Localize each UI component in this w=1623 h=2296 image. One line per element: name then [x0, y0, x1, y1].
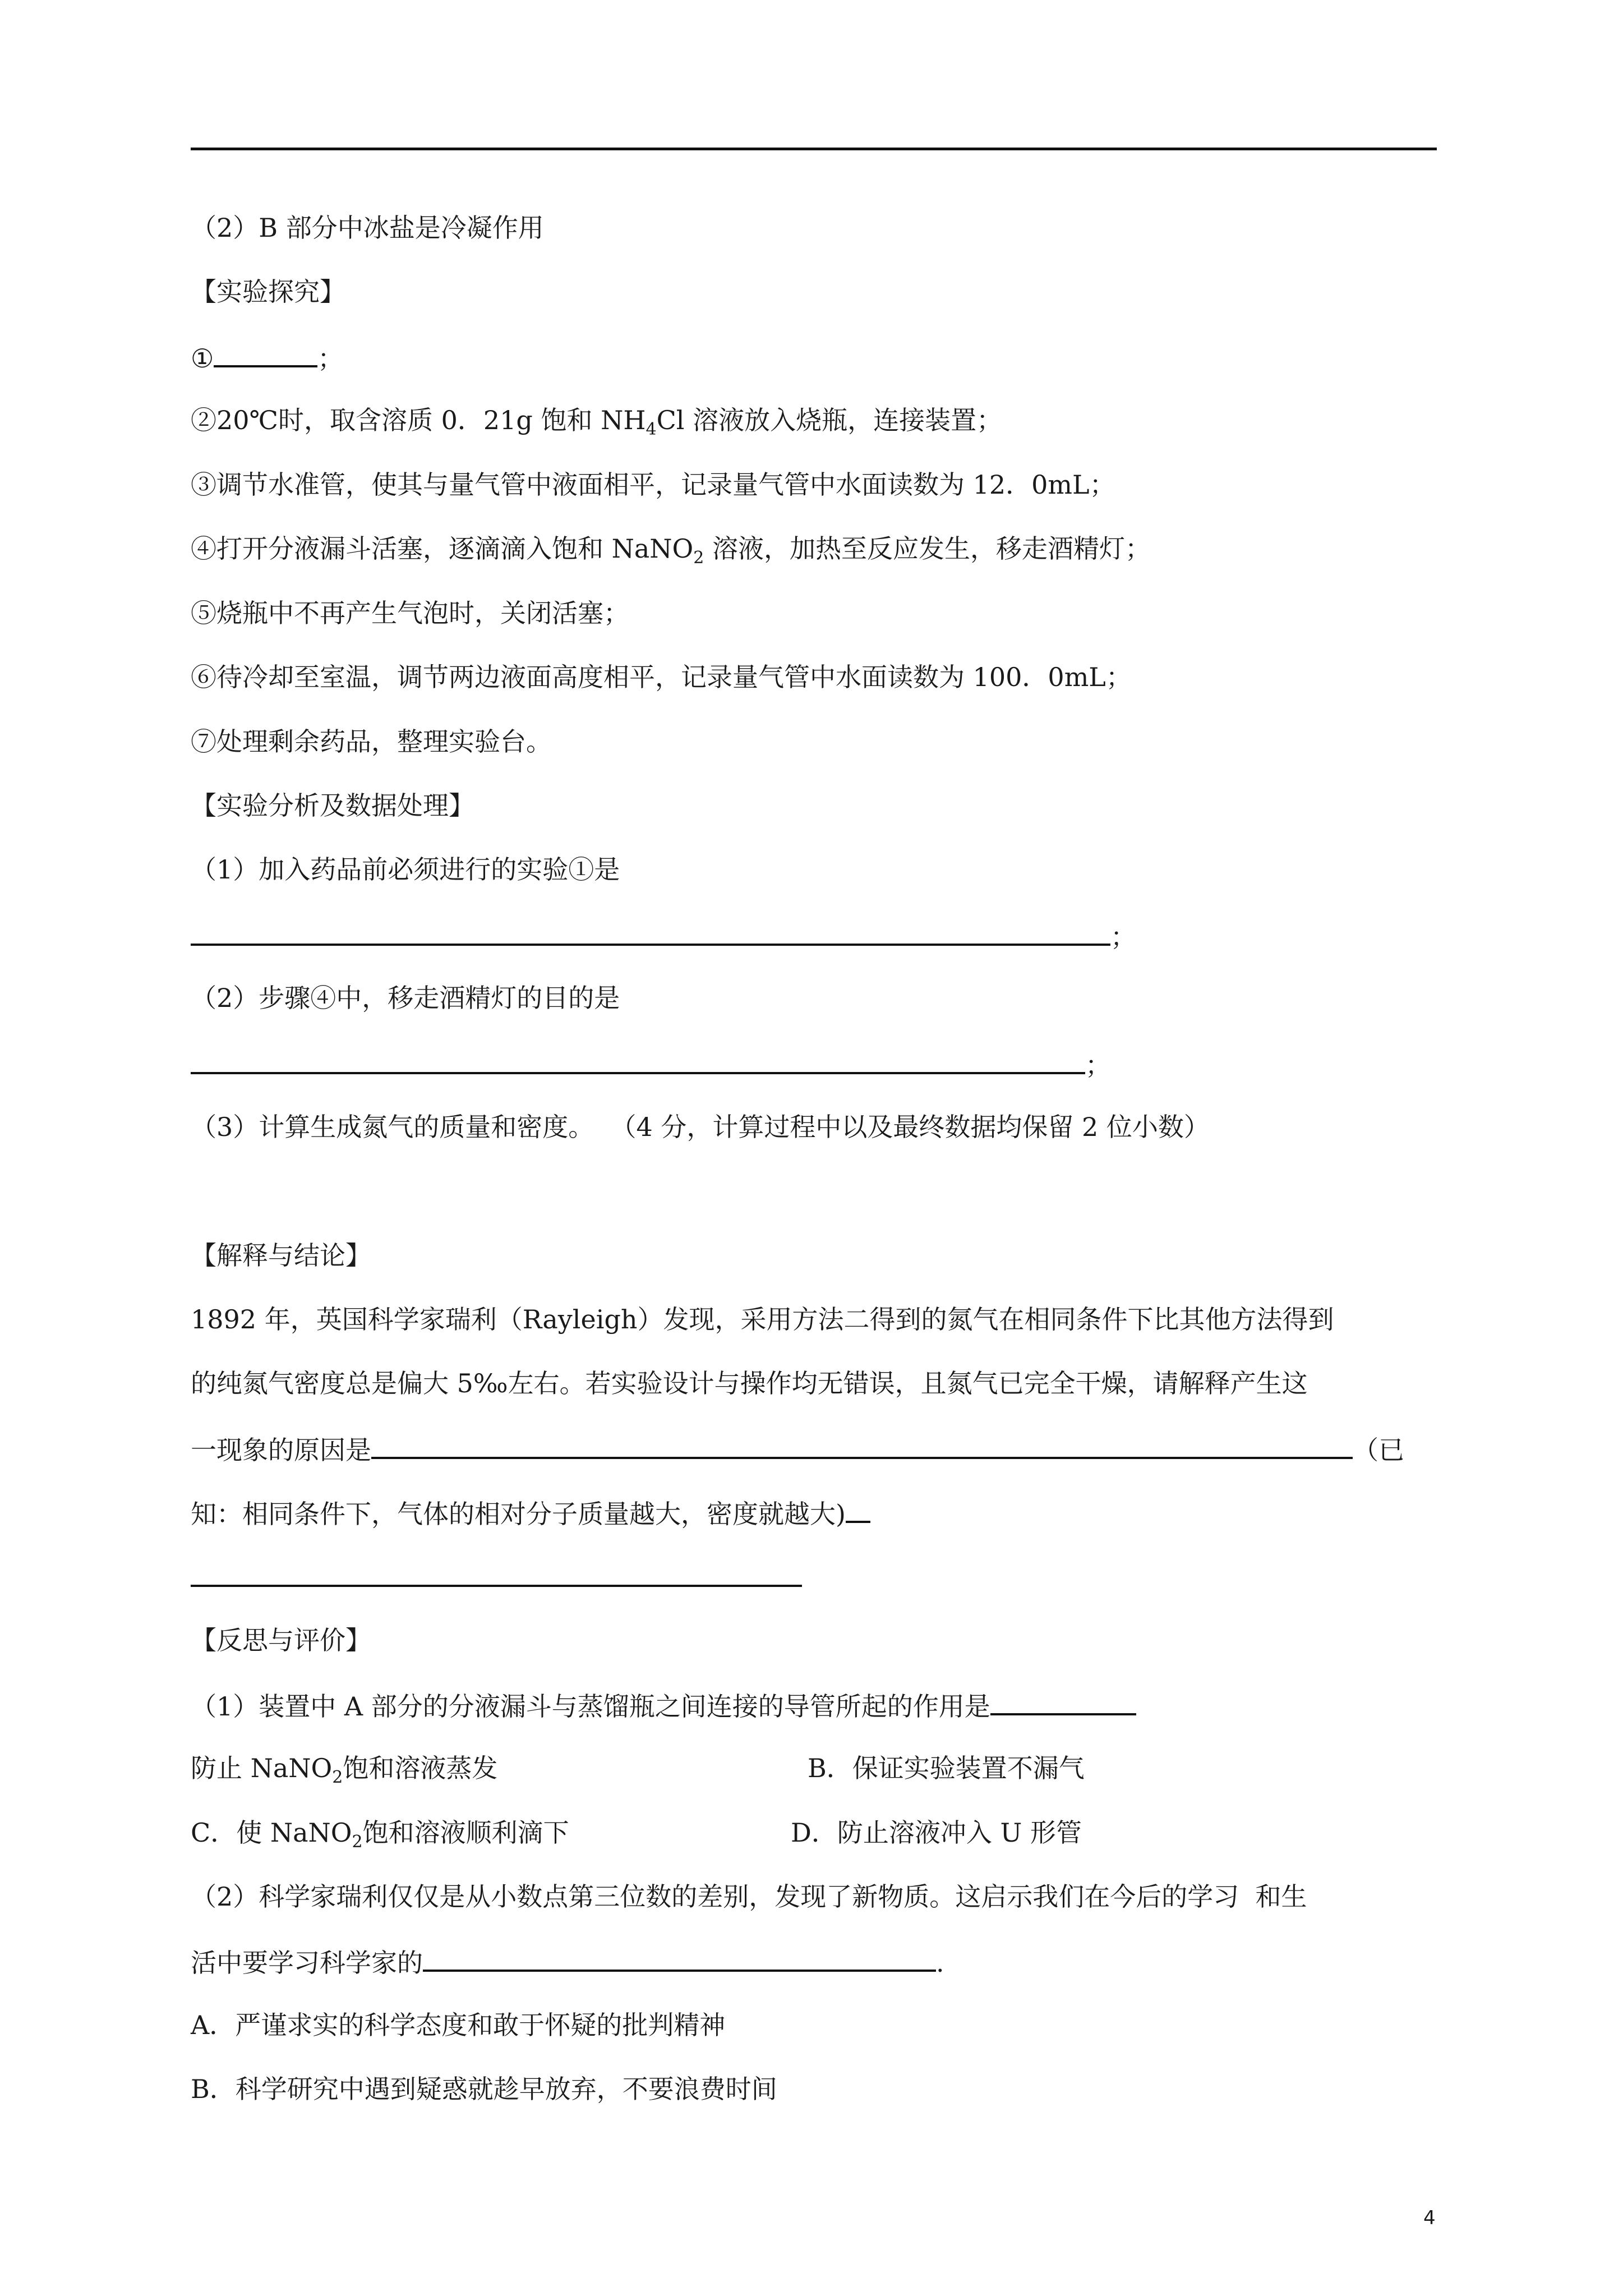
- step-5: ⑤烧瓶中不再产生气泡时，关闭活塞；: [191, 598, 629, 628]
- step-4-text-b: 溶液，加热至反应发生，移走酒精灯；: [704, 533, 1151, 564]
- blank-reflection-1[interactable]: [990, 1687, 1136, 1715]
- question-2: （2）步骤④中，移走酒精灯的目的是: [191, 983, 620, 1013]
- step-1: [191, 339, 343, 375]
- reflection-question-1: [191, 1687, 1136, 1723]
- step-2-subscript: 4: [645, 420, 657, 439]
- reflection-question-2: （2）科学家瑞利仅仅是从小数点第三位数的差别，发现了新物质。这启示我们在今后的学习 和生: [191, 1881, 1307, 1912]
- step-4: [191, 532, 1151, 568]
- option-c-text-a: C．使 NaNO: [191, 1818, 352, 1848]
- option-a-text-b: 饱和溶液蒸发: [343, 1753, 498, 1783]
- conclusion-line-2: 的纯氮气密度总是偏大 5‰左右。若实验设计与操作均无错误，且氮气已完全干燥，请解释产生这: [191, 1368, 1308, 1398]
- question-3: （3）计算生成氮气的质量和密度。 （4 分，计算过程中以及最终数据均保留 2 位小数）: [191, 1112, 1210, 1142]
- section-heading-reflection: 【反思与评价】: [191, 1625, 371, 1655]
- option-c: [191, 1816, 569, 1852]
- reflection-question-2-text: 活中要学习科学家的: [191, 1948, 423, 1978]
- step-2-text-a: ②20℃时，取含溶质 0．21g 饱和 NH: [191, 405, 646, 435]
- option-c-text-b: 饱和溶液顺利滴下: [362, 1818, 569, 1848]
- text-line-1: （2）B 部分中冰盐是冷凝作用: [191, 213, 544, 243]
- reflection-question-1-text: （1）装置中 A 部分的分液漏斗与蒸馏瓶之间连接的导管所起的作用是: [191, 1691, 990, 1722]
- reflection-question-2-cont: [191, 1944, 944, 1980]
- step-4-text-a: ④打开分液漏斗活塞，逐滴滴入饱和 NaNO: [191, 533, 694, 564]
- option-d: D．防止溶液冲入 U 形管: [791, 1818, 1082, 1848]
- blank-answer-1[interactable]: [191, 918, 1110, 946]
- step-6: ⑥待冷却至室温，调节两边液面高度相平，记录量气管中水面读数为 100．0mL；: [191, 662, 1132, 692]
- section-heading-conclusion: 【解释与结论】: [191, 1240, 371, 1271]
- choice-a: A．严谨求实的科学态度和敢于怀疑的批判精神: [191, 2010, 726, 2040]
- answer-2-end: ；: [1085, 1050, 1111, 1080]
- header-rule: [191, 148, 1437, 150]
- conclusion-line-4: [191, 1495, 870, 1531]
- conclusion-line-3-end: （已: [1353, 1435, 1404, 1465]
- answer-1-end: ；: [1110, 922, 1136, 952]
- option-b: B．保证实验装置不漏气: [808, 1753, 1085, 1783]
- answer-line-2: [191, 1046, 1111, 1082]
- answer-line-1: [191, 918, 1136, 954]
- question-1: （1）加入药品前必须进行的实验①是: [191, 854, 620, 885]
- step-2: [191, 403, 1002, 437]
- section-heading-analysis: 【实验分析及数据处理】: [191, 790, 474, 821]
- reflection-question-2-end: .: [936, 1948, 944, 1978]
- blank-answer-3[interactable]: [191, 1559, 802, 1587]
- blank-answer-2[interactable]: [191, 1046, 1085, 1074]
- blank-reason[interactable]: [371, 1431, 1353, 1459]
- option-c-subscript: 2: [352, 1832, 363, 1852]
- conclusion-line-1: 1892 年，英国科学家瑞利（Rayleigh）发现，采用方法二得到的氮气在相同条件下比其他方法得到: [191, 1304, 1334, 1335]
- section-heading-experiment: 【实验探究】: [191, 277, 345, 307]
- option-row-ab: [191, 1751, 497, 1785]
- blank-reason-tail[interactable]: [846, 1495, 870, 1523]
- choice-b: B．科学研究中遇到疑惑就趁早放弃，不要浪费时间: [191, 2074, 777, 2104]
- page-number: 4: [1423, 2207, 1436, 2229]
- step-2-text-b: Cl 溶液放入烧瓶，连接装置；: [656, 405, 1003, 435]
- answer-line-3: [191, 1559, 802, 1595]
- step-3: ③调节水准管，使其与量气管中液面相平，记录量气管中水面读数为 12．0mL；: [191, 470, 1115, 500]
- step-4-subscript: 2: [693, 548, 704, 568]
- blank-step-1[interactable]: [214, 339, 317, 367]
- conclusion-line-3: [191, 1431, 1404, 1467]
- step-7: ⑦处理剩余药品，整理实验台。: [191, 726, 552, 757]
- step-1-end: ；: [317, 343, 344, 374]
- conclusion-line-3-text: 一现象的原因是: [191, 1435, 371, 1465]
- step-1-label: ①: [191, 343, 214, 374]
- option-a-text-a: 防止 NaNO: [191, 1753, 333, 1783]
- conclusion-line-4-text: 知：相同条件下，气体的相对分子质量越大，密度就越大): [191, 1499, 846, 1529]
- blank-reflection-2[interactable]: [423, 1944, 936, 1972]
- option-a-subscript: 2: [332, 1768, 343, 1787]
